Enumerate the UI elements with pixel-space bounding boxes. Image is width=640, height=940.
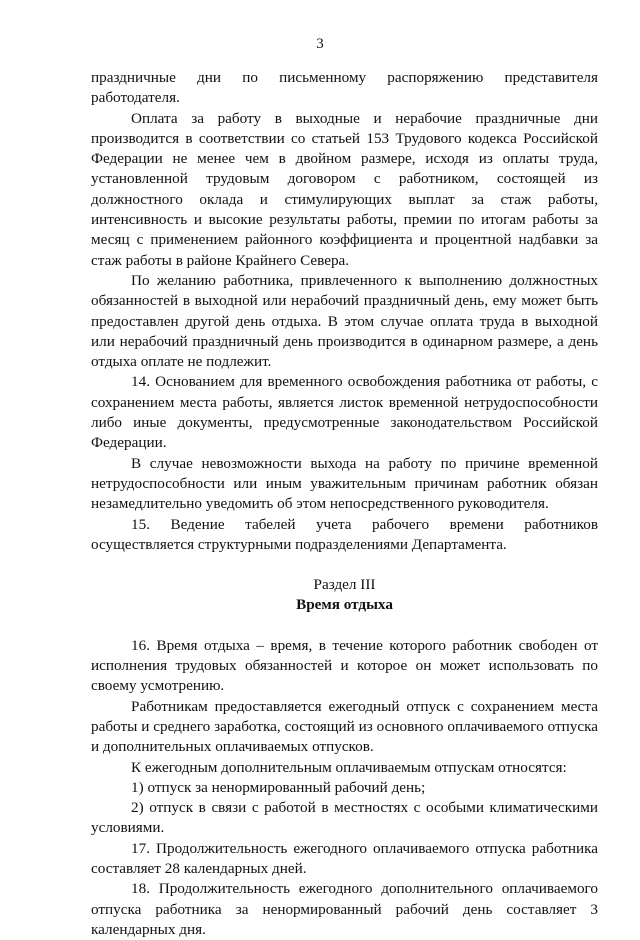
page-number: 3 bbox=[316, 36, 324, 52]
list-item: 1) отпуск за ненормированный рабочий день; bbox=[131, 778, 426, 796]
paragraph: По желанию работника, привлеченного к выполнению должностных обязанностей в выходной или нерабочий праздничный день, ему может быть предоставлен другой день отдыха. В этом случае оплата труда в выходной или нерабочий праздничный день производится в одинарном размере, а день отдыха оплате не подлежит. bbox=[91, 271, 598, 371]
document-body bbox=[91, 68, 598, 940]
paragraph-item-14: 14. Основанием для временного освобождения работника от работы, с сохранением места работы, является листок временной нетрудоспособности либо иные документы, предусмотренные законодательством Российской Федерации. bbox=[91, 373, 598, 452]
paragraph: К ежегодным дополнительным оплачиваемым отпускам относятся: bbox=[131, 758, 567, 776]
paragraph-item-15: 15. Ведение табелей учета рабочего времени работников осуществляется структурными подразделениями Департамента. bbox=[91, 515, 598, 553]
list-item: 2) отпуск в связи с работой в местностях с особыми климатическими условиями. bbox=[91, 799, 598, 837]
paragraph: праздничные дни по письменному распоряжению представителя работодателя. bbox=[91, 69, 598, 107]
paragraph: Оплата за работу в выходные и нерабочие праздничные дни производится в соответствии со статьей 153 Трудового кодекса Российской Федерации не менее чем в двойном размере, исходя из оплаты труда, установленной трудовым договором с работником, состоящей из должностного оклада и стимулирующих выплат за стаж работы, интенсивность и высокие результаты работы, премии по итогам работы за месяц с применением районного коэффициента и процентной надбавки за стаж работы в районе Крайнего Севера. bbox=[91, 109, 598, 269]
section-title: Время отдыха bbox=[296, 596, 393, 614]
paragraph: В случае невозможности выхода на работу по причине временной нетрудоспособности или иным уважительным причинам работник обязан незамедлительно уведомить об этом непосредственного руководителя. bbox=[91, 454, 598, 513]
paragraph-item-18: 18. Продолжительность ежегодного дополнительного оплачиваемого отпуска работника за ненормированный рабочий день составляет 3 календарных дня. bbox=[91, 880, 598, 938]
paragraph-item-17: 17. Продолжительность ежегодного оплачиваемого отпуска работника составляет 28 календарных дней. bbox=[91, 839, 598, 877]
paragraph: Работникам предоставляется ежегодный отпуск с сохранением места работы и среднего заработка, состоящий из основного оплачиваемого отпуска и дополнительных оплачиваемых отпусков. bbox=[91, 697, 598, 756]
section-heading bbox=[91, 575, 598, 616]
paragraph-item-16: 16. Время отдыха – время, в течение которого работник свободен от исполнения трудовых обязанностей и которое он может использовать по своему усмотрению. bbox=[91, 636, 598, 695]
section-label: Раздел III bbox=[313, 576, 376, 594]
